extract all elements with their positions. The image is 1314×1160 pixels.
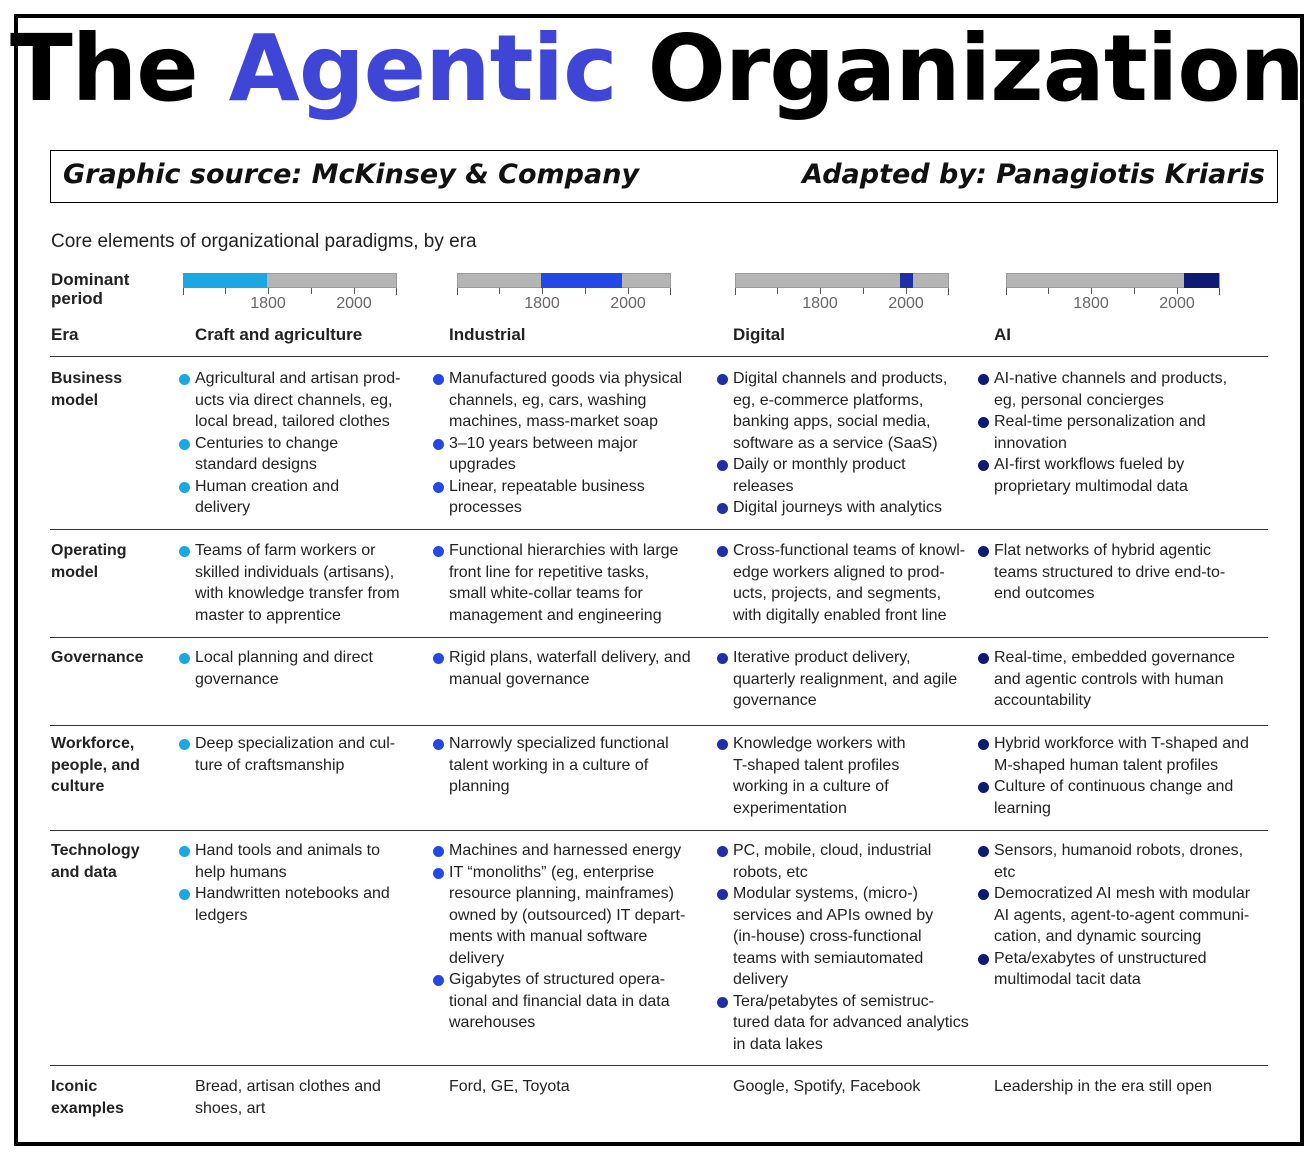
bullet-item: Centuries to change standard designs: [178, 433, 400, 476]
timeline-1: [183, 273, 398, 313]
dominant-period-label-line-2: period: [51, 289, 103, 308]
row-label: Operating model: [51, 542, 127, 581]
table-cell: [716, 840, 969, 1055]
bullet-dot-icon: [978, 782, 989, 793]
title-part-1: The: [9, 15, 229, 122]
timeline-3: [735, 273, 950, 313]
table-cell: [977, 840, 1250, 991]
era-label: Era: [51, 325, 79, 344]
bullet-dot-icon: [717, 739, 728, 750]
table-cell: [178, 368, 400, 519]
bullet-dot-icon: [978, 460, 989, 471]
bullet-item: Manufactured goods via physical channels, eg, cars, washing machines, mass-market soap: [432, 368, 682, 433]
table-cell: [178, 840, 390, 926]
bullet-dot-icon: [717, 889, 728, 900]
bullet-item: Culture of continuous change and learning: [977, 776, 1249, 819]
row-divider: [50, 356, 1268, 357]
timeline-tick: [863, 288, 864, 294]
bullet-item: PC, mobile, cloud, industrial robots, etc: [716, 840, 969, 883]
bullet-dot-icon: [978, 417, 989, 428]
timeline-2: [457, 273, 672, 313]
bullet-item: Peta/exabytes of unstructured multimodal tacit data: [977, 948, 1250, 991]
timeline-tick: [499, 288, 500, 294]
title-part-2: Organization: [616, 15, 1305, 122]
bullet-dot-icon: [978, 739, 989, 750]
bullet-dot-icon: [717, 846, 728, 857]
bullet-dot-icon: [433, 439, 444, 450]
bullet-dot-icon: [179, 653, 190, 664]
bullet-item: Hybrid workforce with T-shaped and M-shaped human talent profiles: [977, 733, 1249, 776]
timeline-tick: [906, 288, 907, 294]
era-header-1: Craft and agriculture: [195, 325, 363, 344]
bullet-item: Daily or monthly product releases: [716, 454, 947, 497]
bullet-item: Democratized AI mesh with modular AI agents, agent-to-agent communi- cation, and dynamic sourcing: [977, 883, 1250, 948]
bullet-item: Deep specialization and cul- ture of craftsmanship: [178, 733, 395, 776]
timeline-tick: [542, 288, 543, 294]
timeline-tick: [1134, 288, 1135, 294]
bullet-dot-icon: [433, 653, 444, 664]
row-label: Workforce, people, and culture: [51, 735, 140, 795]
table-cell: [716, 540, 965, 626]
row-label: Governance: [51, 649, 144, 666]
table-cell: [716, 733, 906, 819]
timeline-tick-label: 1800: [802, 295, 838, 312]
bullet-item: Hand tools and animals to help humans: [178, 840, 390, 883]
table-cell: [178, 647, 373, 690]
bullet-item: Local planning and direct governance: [178, 647, 373, 690]
timeline-axis: [457, 288, 671, 295]
bullet-item: Machines and harnessed energy: [432, 840, 685, 862]
bullet-dot-icon: [179, 889, 190, 900]
bullet-dot-icon: [179, 482, 190, 493]
bullet-item: Real-time personalization and innovation: [977, 411, 1227, 454]
timeline-tick-label: 1800: [250, 295, 286, 312]
iconic-example: Leadership in the era still open: [994, 1078, 1212, 1095]
title-accent-word: Agentic: [228, 15, 617, 122]
bullet-dot-icon: [433, 739, 444, 750]
table-cell: [432, 733, 669, 798]
bullet-item: Iterative product delivery, quarterly realignment, and agile governance: [716, 647, 957, 712]
bullet-item: Teams of farm workers or skilled individuals (artisans), with knowledge transfer from master to apprentice: [178, 540, 400, 626]
page-title: [0, 15, 1314, 122]
row-divider: [50, 725, 1268, 726]
timeline-axis: [1006, 288, 1220, 295]
bullet-dot-icon: [978, 889, 989, 900]
timeline-axis: [735, 288, 949, 295]
iconic-example: Ford, GE, Toyota: [449, 1078, 570, 1095]
bullet-dot-icon: [433, 975, 444, 986]
timeline-dominant-fill: [541, 273, 622, 288]
bullet-item: Knowledge workers with T-shaped talent profiles working in a culture of experimentation: [716, 733, 906, 819]
table-cell: [432, 647, 691, 690]
bullet-dot-icon: [717, 997, 728, 1008]
table-cell: [432, 540, 678, 626]
bullet-item: Real-time, embedded governance and agentic controls with human accountability: [977, 647, 1235, 712]
bullet-dot-icon: [717, 374, 728, 385]
timeline-tick-label: 1800: [524, 295, 560, 312]
era-header-2: Industrial: [449, 325, 526, 344]
table-cell: [716, 368, 947, 519]
bullet-item: Gigabytes of structured opera- tional and financial data in data warehouses: [432, 969, 685, 1034]
table-cell: [977, 733, 1249, 819]
adapted-by: Adapted by: Panagiotis Kriaris: [802, 159, 1265, 190]
bullet-item: Digital channels and products, eg, e-commerce platforms, banking apps, social media, software as a service (SaaS): [716, 368, 947, 454]
timeline-dominant-fill: [900, 273, 913, 288]
bullet-item: Handwritten notebooks and ledgers: [178, 883, 390, 926]
iconic-example: Google, Spotify, Facebook: [733, 1078, 921, 1095]
timeline-tick: [1091, 288, 1092, 294]
timeline-axis: [183, 288, 397, 295]
table-cell: [432, 368, 682, 519]
bullet-item: Functional hierarchies with large front line for repetitive tasks, small white-collar teams for management and engineering: [432, 540, 678, 626]
timeline-tick: [225, 288, 226, 294]
timeline-tick: [268, 288, 269, 294]
bullet-dot-icon: [978, 374, 989, 385]
bullet-dot-icon: [179, 374, 190, 385]
bullet-dot-icon: [717, 546, 728, 557]
bullet-item: Cross-functional teams of knowl- edge workers aligned to prod- ucts, projects, and segments, with digitally enabled front line: [716, 540, 965, 626]
era-header-4: AI: [994, 325, 1011, 344]
table-cell: [716, 647, 957, 712]
timeline-4: [1006, 273, 1221, 313]
bullet-dot-icon: [179, 739, 190, 750]
bullet-item: Sensors, humanoid robots, drones, etc: [977, 840, 1250, 883]
bullet-dot-icon: [717, 653, 728, 664]
bullet-dot-icon: [978, 846, 989, 857]
row-divider: [50, 830, 1268, 831]
table-cell: [432, 840, 685, 1034]
row-divider: [50, 1065, 1268, 1066]
timeline-tick-label: 2000: [336, 295, 372, 312]
dominant-period-label-line-1: Dominant: [51, 270, 130, 289]
timeline-tick-label: 2000: [610, 295, 646, 312]
bullet-item: Agricultural and artisan prod- ucts via direct channels, eg, local bread, tailored clothes: [178, 368, 400, 433]
bullet-dot-icon: [179, 846, 190, 857]
bullet-item: Digital journeys with analytics: [716, 497, 947, 519]
bullet-dot-icon: [179, 546, 190, 557]
bullet-dot-icon: [717, 460, 728, 471]
timeline-tick: [1177, 288, 1178, 294]
bullet-dot-icon: [717, 503, 728, 514]
iconic-example: Bread, artisan clothes and shoes, art: [195, 1078, 381, 1117]
bullet-item: IT “monoliths” (eg, enterprise resource planning, mainframes) owned by (outsourced) IT depart- ments with manual software delivery: [432, 862, 685, 970]
timeline-tick: [628, 288, 629, 294]
table-cell: [977, 368, 1227, 497]
bullet-dot-icon: [433, 868, 444, 879]
bullet-item: Human creation and delivery: [178, 476, 400, 519]
timeline-tick: [777, 288, 778, 294]
era-header-3: Digital: [733, 325, 785, 344]
bullet-dot-icon: [433, 546, 444, 557]
graphic-source: Graphic source: McKinsey & Company: [63, 159, 640, 190]
bullet-item: Tera/petabytes of semistruc- tured data for advanced analytics in data lakes: [716, 991, 969, 1056]
dominant-period-label: [51, 270, 129, 308]
bullet-dot-icon: [433, 374, 444, 385]
bullet-dot-icon: [433, 482, 444, 493]
bullet-dot-icon: [978, 954, 989, 965]
timeline-tick: [311, 288, 312, 294]
source-box: [50, 150, 1278, 203]
timeline-tick: [1048, 288, 1049, 294]
row-divider: [50, 529, 1268, 530]
bullet-dot-icon: [179, 439, 190, 450]
timeline-dominant-fill: [183, 273, 267, 288]
bullet-dot-icon: [978, 546, 989, 557]
table-cell: [977, 540, 1225, 605]
bullet-item: Narrowly specialized functional talent working in a culture of planning: [432, 733, 669, 798]
bullet-item: Linear, repeatable business processes: [432, 476, 682, 519]
table-subtitle: Core elements of organizational paradigms, by era: [51, 231, 477, 252]
row-label-iconic-examples: Iconic examples: [51, 1078, 124, 1117]
table-cell: [178, 540, 400, 626]
bullet-item: Rigid plans, waterfall delivery, and manual governance: [432, 647, 691, 690]
table-cell: [977, 647, 1235, 712]
bullet-dot-icon: [978, 653, 989, 664]
timeline-tick: [820, 288, 821, 294]
timeline-tick: [585, 288, 586, 294]
timeline-tick-label: 2000: [888, 295, 924, 312]
bullet-item: AI-first workflows fueled by proprietary multimodal data: [977, 454, 1227, 497]
timeline-tick: [354, 288, 355, 294]
row-divider: [50, 637, 1268, 638]
table-cell: [178, 733, 395, 776]
bullet-item: Modular systems, (micro-) services and APIs owned by (in-house) cross-functional teams with semiautomated delivery: [716, 883, 969, 991]
bullet-dot-icon: [433, 846, 444, 857]
bullet-item: Flat networks of hybrid agentic teams structured to drive end-to- end outcomes: [977, 540, 1225, 605]
timeline-bar: [735, 273, 949, 288]
timeline-dominant-fill: [1184, 273, 1219, 288]
timeline-tick-label: 1800: [1073, 295, 1109, 312]
bullet-item: 3–10 years between major upgrades: [432, 433, 682, 476]
bullet-item: AI-native channels and products, eg, personal concierges: [977, 368, 1227, 411]
row-label: Technology and data: [51, 842, 140, 881]
row-label: Business model: [51, 370, 123, 409]
timeline-tick-label: 2000: [1159, 295, 1195, 312]
